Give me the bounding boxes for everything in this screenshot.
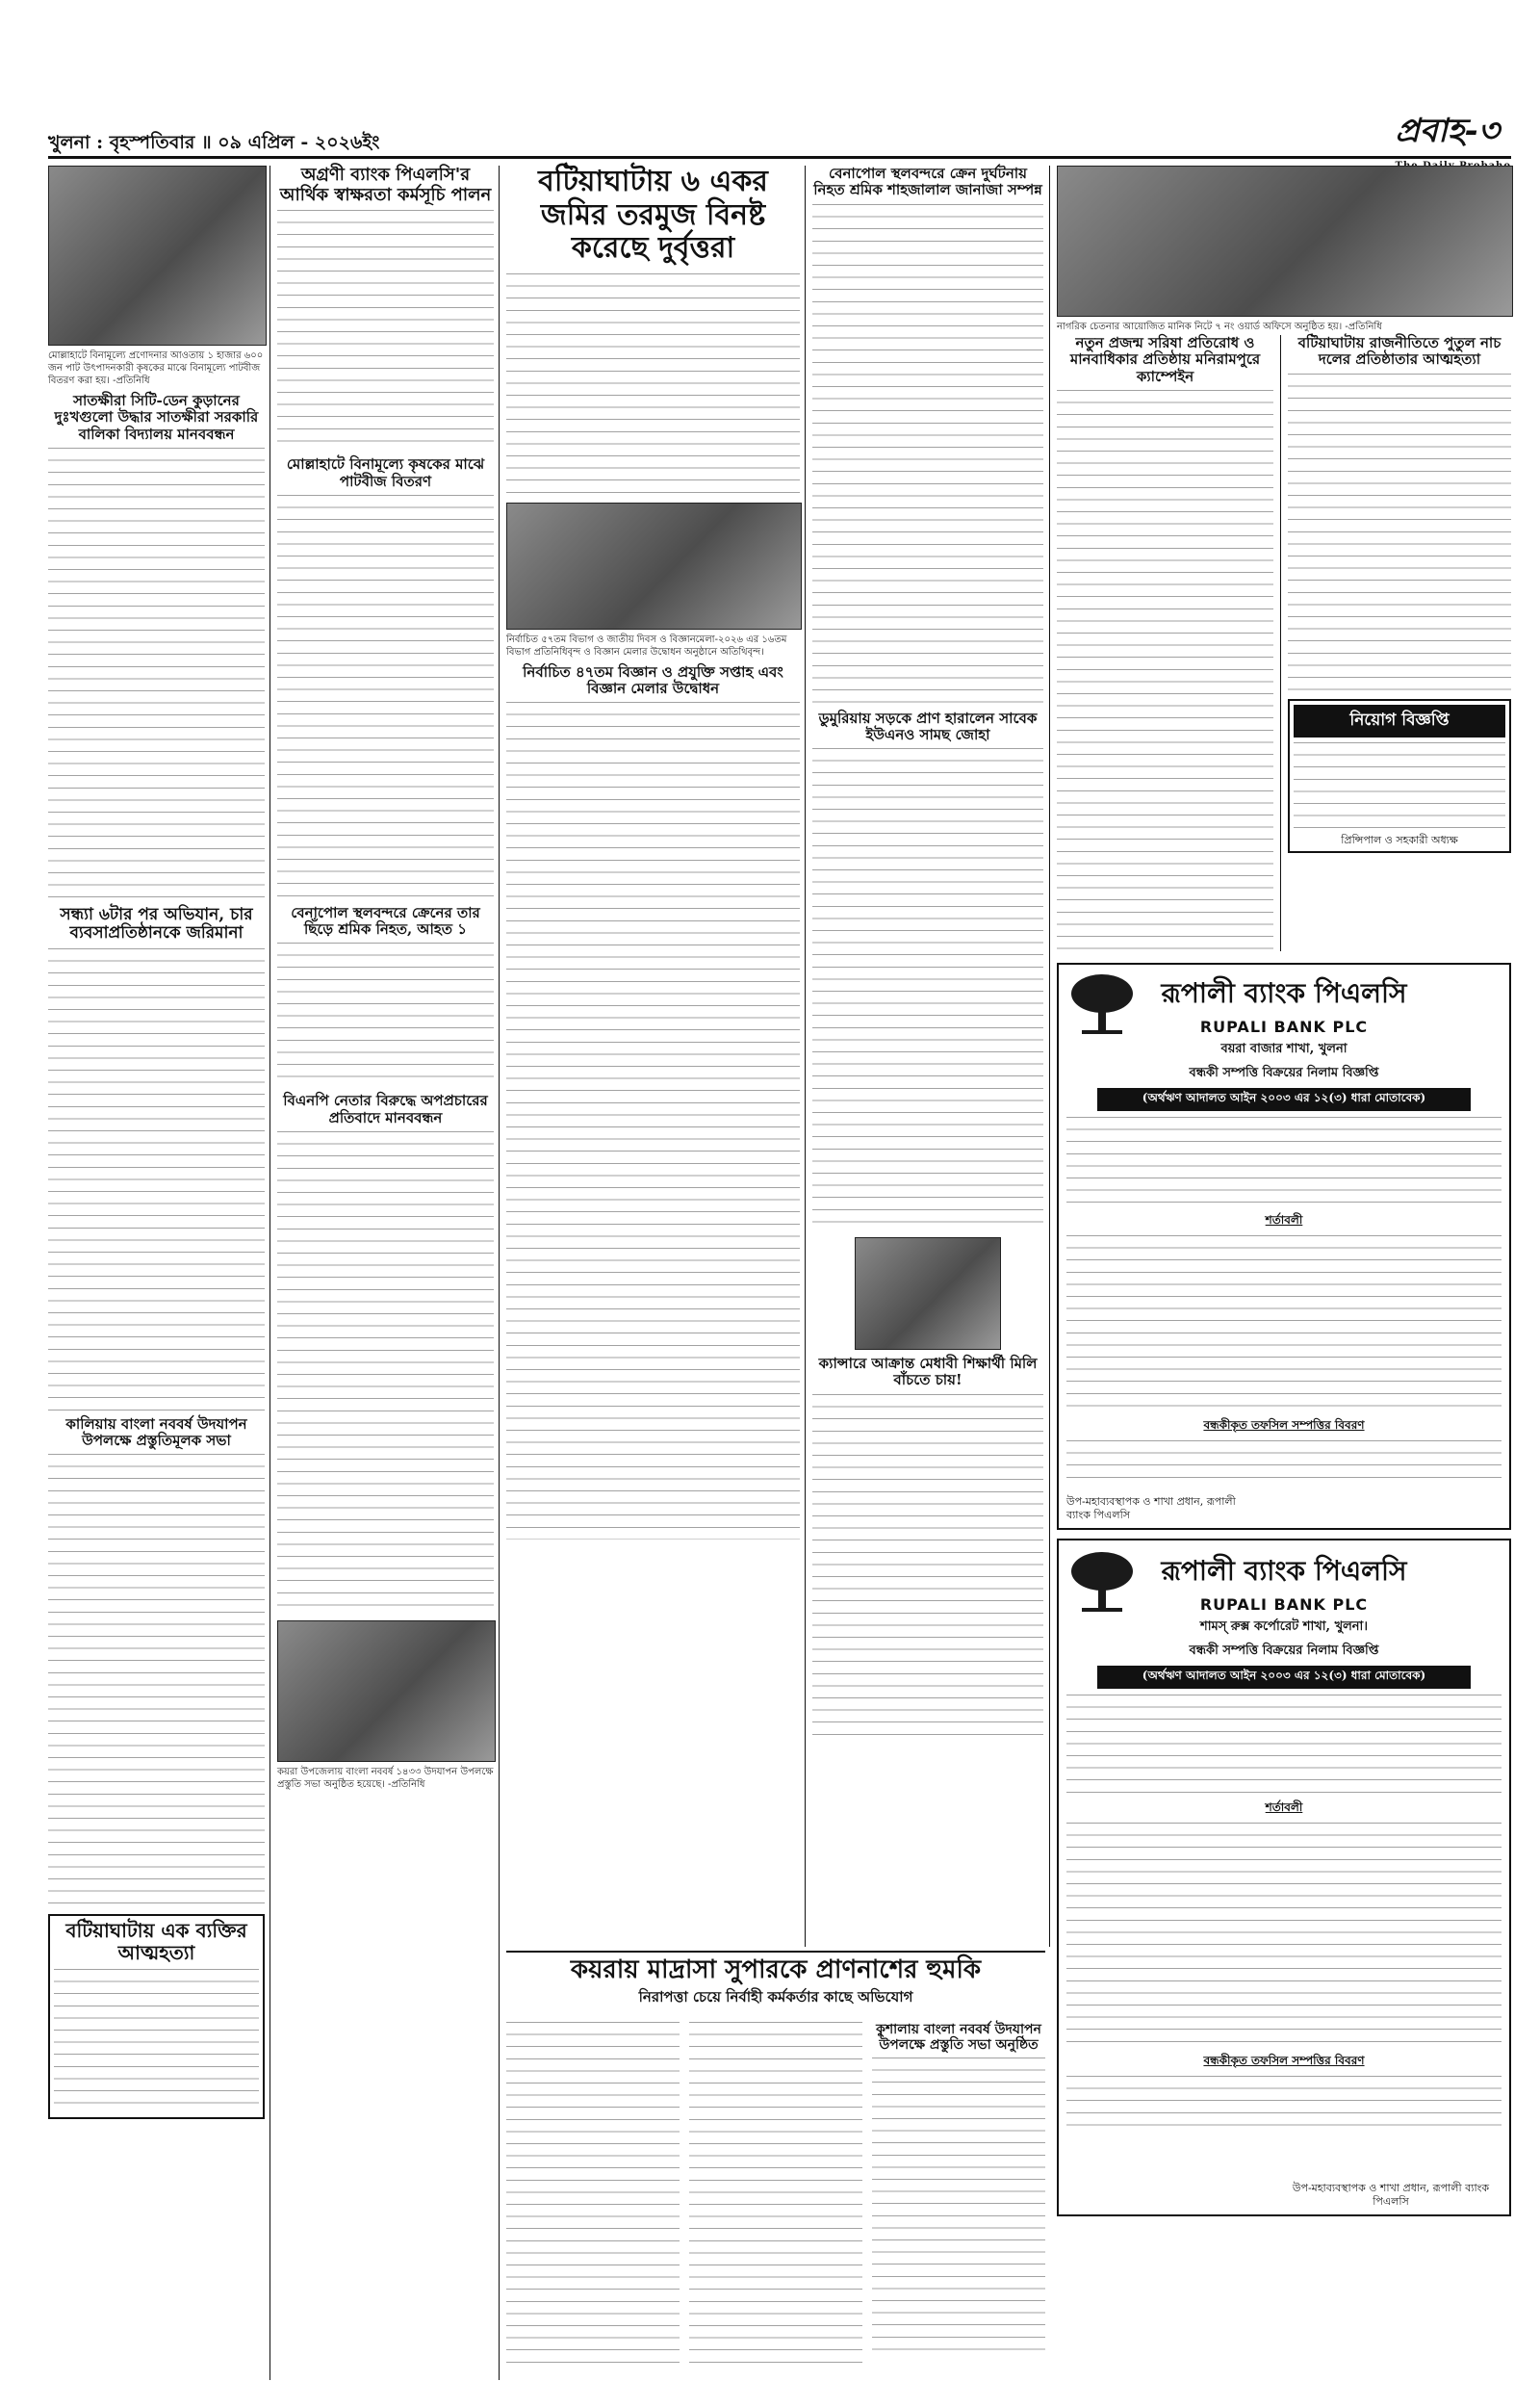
bank-name-bn: রূপালী ব্যাংক পিএলসি bbox=[1161, 1555, 1407, 1587]
headline: বটিয়াঘাটায় রাজনীতিতে পুতুল নাচ দলের প্রতিষ্ঠাতার আত্মহত্যা bbox=[1297, 334, 1502, 369]
article-text bbox=[506, 2022, 680, 2368]
article-text bbox=[48, 448, 265, 900]
article-text bbox=[277, 495, 494, 899]
article-text bbox=[48, 948, 265, 1411]
logo-title: প্রবাহ-৩ bbox=[1395, 112, 1500, 150]
col5-right-article bbox=[1288, 335, 1511, 853]
photo-caption: কয়রা উপজেলায় বাংলা নববর্ষ ১৪৩৩ উদযাপন উপলক্ষে প্রস্তুতি সভা অনুষ্ঠিত হয়েছে। -প্রতিনিধি bbox=[277, 1766, 494, 1790]
column-divider bbox=[1049, 166, 1050, 1947]
headline: নতুন প্রজন্ম সরিষা প্রতিরোধ ও মানবাধিকার প্রতিষ্ঠায় মনিরামপুরে ক্যাম্পেইন bbox=[1069, 334, 1261, 385]
article-text bbox=[812, 204, 1043, 705]
bottom-lead-article bbox=[506, 1955, 1045, 2054]
headline: বিএনপি নেতার বিরুদ্ধে অপপ্রচারের প্রতিবাদে মানববন্ধন bbox=[283, 1092, 488, 1126]
schedule-heading: বন্ধকীকৃত তফসিল সম্পত্তির বিবরণ bbox=[1203, 1418, 1365, 1432]
notice-body bbox=[1066, 1117, 1502, 1208]
headline: বটিয়াঘাটায় এক ব্যক্তির আত্মহত্যা bbox=[65, 1919, 247, 1965]
column-divider bbox=[1280, 335, 1281, 951]
schedule-heading: বন্ধকীকৃত তফসিল সম্পত্তির বিবরণ bbox=[1203, 2054, 1365, 2067]
signer: উপ-মহাব্যবস্থাপক ও শাখা প্রধান, রূপালী ব্যাংক পিএলসি bbox=[1292, 2182, 1490, 2208]
headline: সাতক্ষীরা সিটি-ডেন কুড়ানের দুঃখগুলো উদ্ধার সাতক্ষীরা সরকারি বালিকা বিদ্যালয় মানববন্ধন bbox=[54, 392, 259, 443]
photo-caption: নাগরিক চেতনার আয়োজিত মানিক নিটে ৭ নং ওয়ার্ড অফিসে অনুষ্ঠিত হয়। -প্রতিনিধি bbox=[1057, 322, 1382, 332]
photo-jute-seed bbox=[48, 166, 267, 346]
boxed-article bbox=[48, 1914, 265, 2119]
branch-name: বয়রা বাজার শাখা, খুলনা bbox=[1220, 1042, 1348, 1056]
column-divider bbox=[499, 166, 500, 2380]
law-reference: (অর্থঋণ আদালত আইন ২০০৩ এর ১২(৩) ধারা মোতাবেক) bbox=[1097, 1666, 1471, 1689]
job-notice bbox=[1288, 699, 1511, 853]
photo-caption: মোল্লাহাটে বিনামূল্যে প্রণোদনার আওতায় ১ হাজার ৬০০ জন পাট উৎপাদনকারী কৃষকের মাঝে বিনামূল্যে পাটবীজ বিতরণ করা হয়। -প্রতিনিধি bbox=[48, 350, 264, 386]
article-text bbox=[277, 1131, 494, 1613]
article-text bbox=[506, 273, 800, 495]
column-divider bbox=[805, 166, 806, 1947]
article-text bbox=[1057, 390, 1273, 953]
subheadline: নিরাপত্তা চেয়ে নির্বাহী কর্মকর্তার কাছে অভিযোগ bbox=[638, 1987, 913, 2006]
article-text bbox=[277, 943, 494, 1087]
conditions-heading: শর্তাবলী bbox=[1265, 1213, 1303, 1227]
notice-body bbox=[1066, 1695, 1502, 1796]
tree-logo-icon bbox=[1068, 972, 1136, 1036]
conditions-list bbox=[1066, 1235, 1502, 1413]
column-1 bbox=[48, 166, 265, 2119]
notice-title: বন্ধকী সম্পত্তি বিক্রয়ের নিলাম বিজ্ঞপ্তি bbox=[1189, 1066, 1379, 1080]
photo-civic-forum bbox=[1057, 166, 1513, 317]
headline: মোল্লাহাটে বিনামূল্যে কৃষকের মাঝে পাটবীজ বিতরণ bbox=[286, 455, 485, 490]
photo-science-fair bbox=[506, 503, 802, 630]
conditions-list bbox=[1066, 1823, 1502, 2049]
article-text bbox=[54, 1969, 259, 2113]
notice-signer: প্রিন্সিপাল ও সহকারী অধ্যক্ষ bbox=[1341, 833, 1458, 846]
headline: নির্বাচিত ৪৭তম বিজ্ঞান ও প্রযুক্তি সপ্তাহ এবং বিজ্ঞান মেলার উদ্বোধন bbox=[523, 662, 783, 697]
photo-caption: নির্বাচিত ৫৭তম বিভাগ ও জাতীয় দিবস ও বিজ্ঞানমেলা-২০২৬ এর ১৬তম বিভাগ প্রতিনিধিবৃন্দ ও বিজ্ঞান মেলার উদ্বোধন অনুষ্ঠানে অতিথিবৃন্দ। bbox=[506, 634, 787, 658]
bank-name-bn: রূপালী ব্যাংক পিএলসি bbox=[1161, 977, 1407, 1009]
article-text bbox=[689, 2022, 862, 2368]
issue-date: খুলনা : বৃহস্পতিবার ॥ ০৯ এপ্রিল - ২০২৬ইং bbox=[48, 132, 380, 153]
branch-name: শামস্ রুক্স কর্পোরেট শাখা, খুলনা। bbox=[1200, 1619, 1368, 1634]
notice-title: নিয়োগ বিজ্ঞপ্তি bbox=[1294, 705, 1505, 738]
headline: কয়রায় মাদ্রাসা সুপারকে প্রাণনাশের হুমকি bbox=[570, 1955, 982, 1984]
column-3 bbox=[506, 166, 800, 1540]
conditions-heading: শর্তাবলী bbox=[1265, 1800, 1303, 1814]
masthead bbox=[48, 106, 1511, 159]
headline: অগ্রণী ব্যাংক পিএলসি'র আর্থিক স্বাক্ষরতা কর্মসূচি পালন bbox=[279, 165, 492, 205]
tree-logo-icon bbox=[1068, 1550, 1136, 1614]
headline: ডুমুরিয়ায় সড়কে প্রাণ হারালেন সাবেক ইউএনও সামছ জোহা bbox=[818, 709, 1038, 743]
photo-student bbox=[855, 1237, 1001, 1350]
signer: উপ-মহাব্যবস্থাপক ও শাখা প্রধান, রূপালী ব্যাংক পিএলসি bbox=[1066, 1495, 1236, 1521]
article-text bbox=[812, 1394, 1043, 1741]
col5-left-article bbox=[1057, 335, 1273, 953]
auction-notice-2 bbox=[1057, 1539, 1511, 2216]
column-5 bbox=[1057, 166, 1511, 333]
article-text bbox=[1288, 374, 1511, 691]
article-text bbox=[812, 748, 1043, 1229]
column-4 bbox=[812, 166, 1043, 1741]
article-text bbox=[872, 2058, 1045, 2356]
bank-name-en: RUPALI BANK PLC bbox=[1199, 1595, 1369, 1614]
lead-headline: বটিয়াঘাটায় ৬ একর জমির তরমুজ বিনষ্ট করেছে দুর্বৃত্তরা bbox=[538, 165, 768, 265]
article-text bbox=[48, 1454, 265, 1906]
headline: কুশালায় বাংলা নববর্ষ উদযাপন উপলক্ষে প্রস্তুতি সভা অনুষ্ঠিত bbox=[876, 2022, 1041, 2054]
headline: বেনাপোল স্থলবন্দরে ক্রেন দুর্ঘটনায় নিহত শ্রমিক শাহজালাল জানাজা সম্পন্ন bbox=[813, 165, 1042, 199]
schedule-text bbox=[1066, 1440, 1502, 1488]
column-2 bbox=[277, 166, 494, 1791]
headline: কালিয়ায় বাংলা নববর্ষ উদযাপন উপলক্ষে প্রস্তুতিমূলক সভা bbox=[65, 1414, 247, 1450]
article-text bbox=[277, 210, 494, 451]
headline: সন্ধ্যা ৬টার পর অভিযান, চার ব্যবসাপ্রতিষ্ঠানকে জরিমানা bbox=[60, 904, 253, 944]
section-rule bbox=[506, 1951, 1045, 1953]
newspaper-logo bbox=[1396, 106, 1511, 171]
notice-text bbox=[1294, 742, 1505, 834]
notice-title: বন্ধকী সম্পত্তি বিক্রয়ের নিলাম বিজ্ঞপ্তি bbox=[1189, 1643, 1379, 1658]
schedule-text bbox=[1066, 2076, 1502, 2134]
headline: বেনাপোল স্থলবন্দরে ক্রেনের তার ছিঁড়ে শ্রমিক নিহত, আহত ১ bbox=[291, 903, 480, 939]
law-reference: (অর্থঋণ আদালত আইন ২০০৩ এর ১২(৩) ধারা মোতাবেক) bbox=[1097, 1088, 1471, 1111]
auction-notice-1 bbox=[1057, 963, 1511, 1530]
sub-article bbox=[872, 2022, 1045, 2356]
headline: ক্যান্সারে আক্রান্ত মেধাবী শিক্ষার্থী মিলি বাঁচতে চায়! bbox=[818, 1355, 1038, 1389]
photo-meeting bbox=[277, 1620, 496, 1762]
bank-name-en: RUPALI BANK PLC bbox=[1199, 1018, 1369, 1036]
article-text bbox=[506, 702, 800, 1540]
